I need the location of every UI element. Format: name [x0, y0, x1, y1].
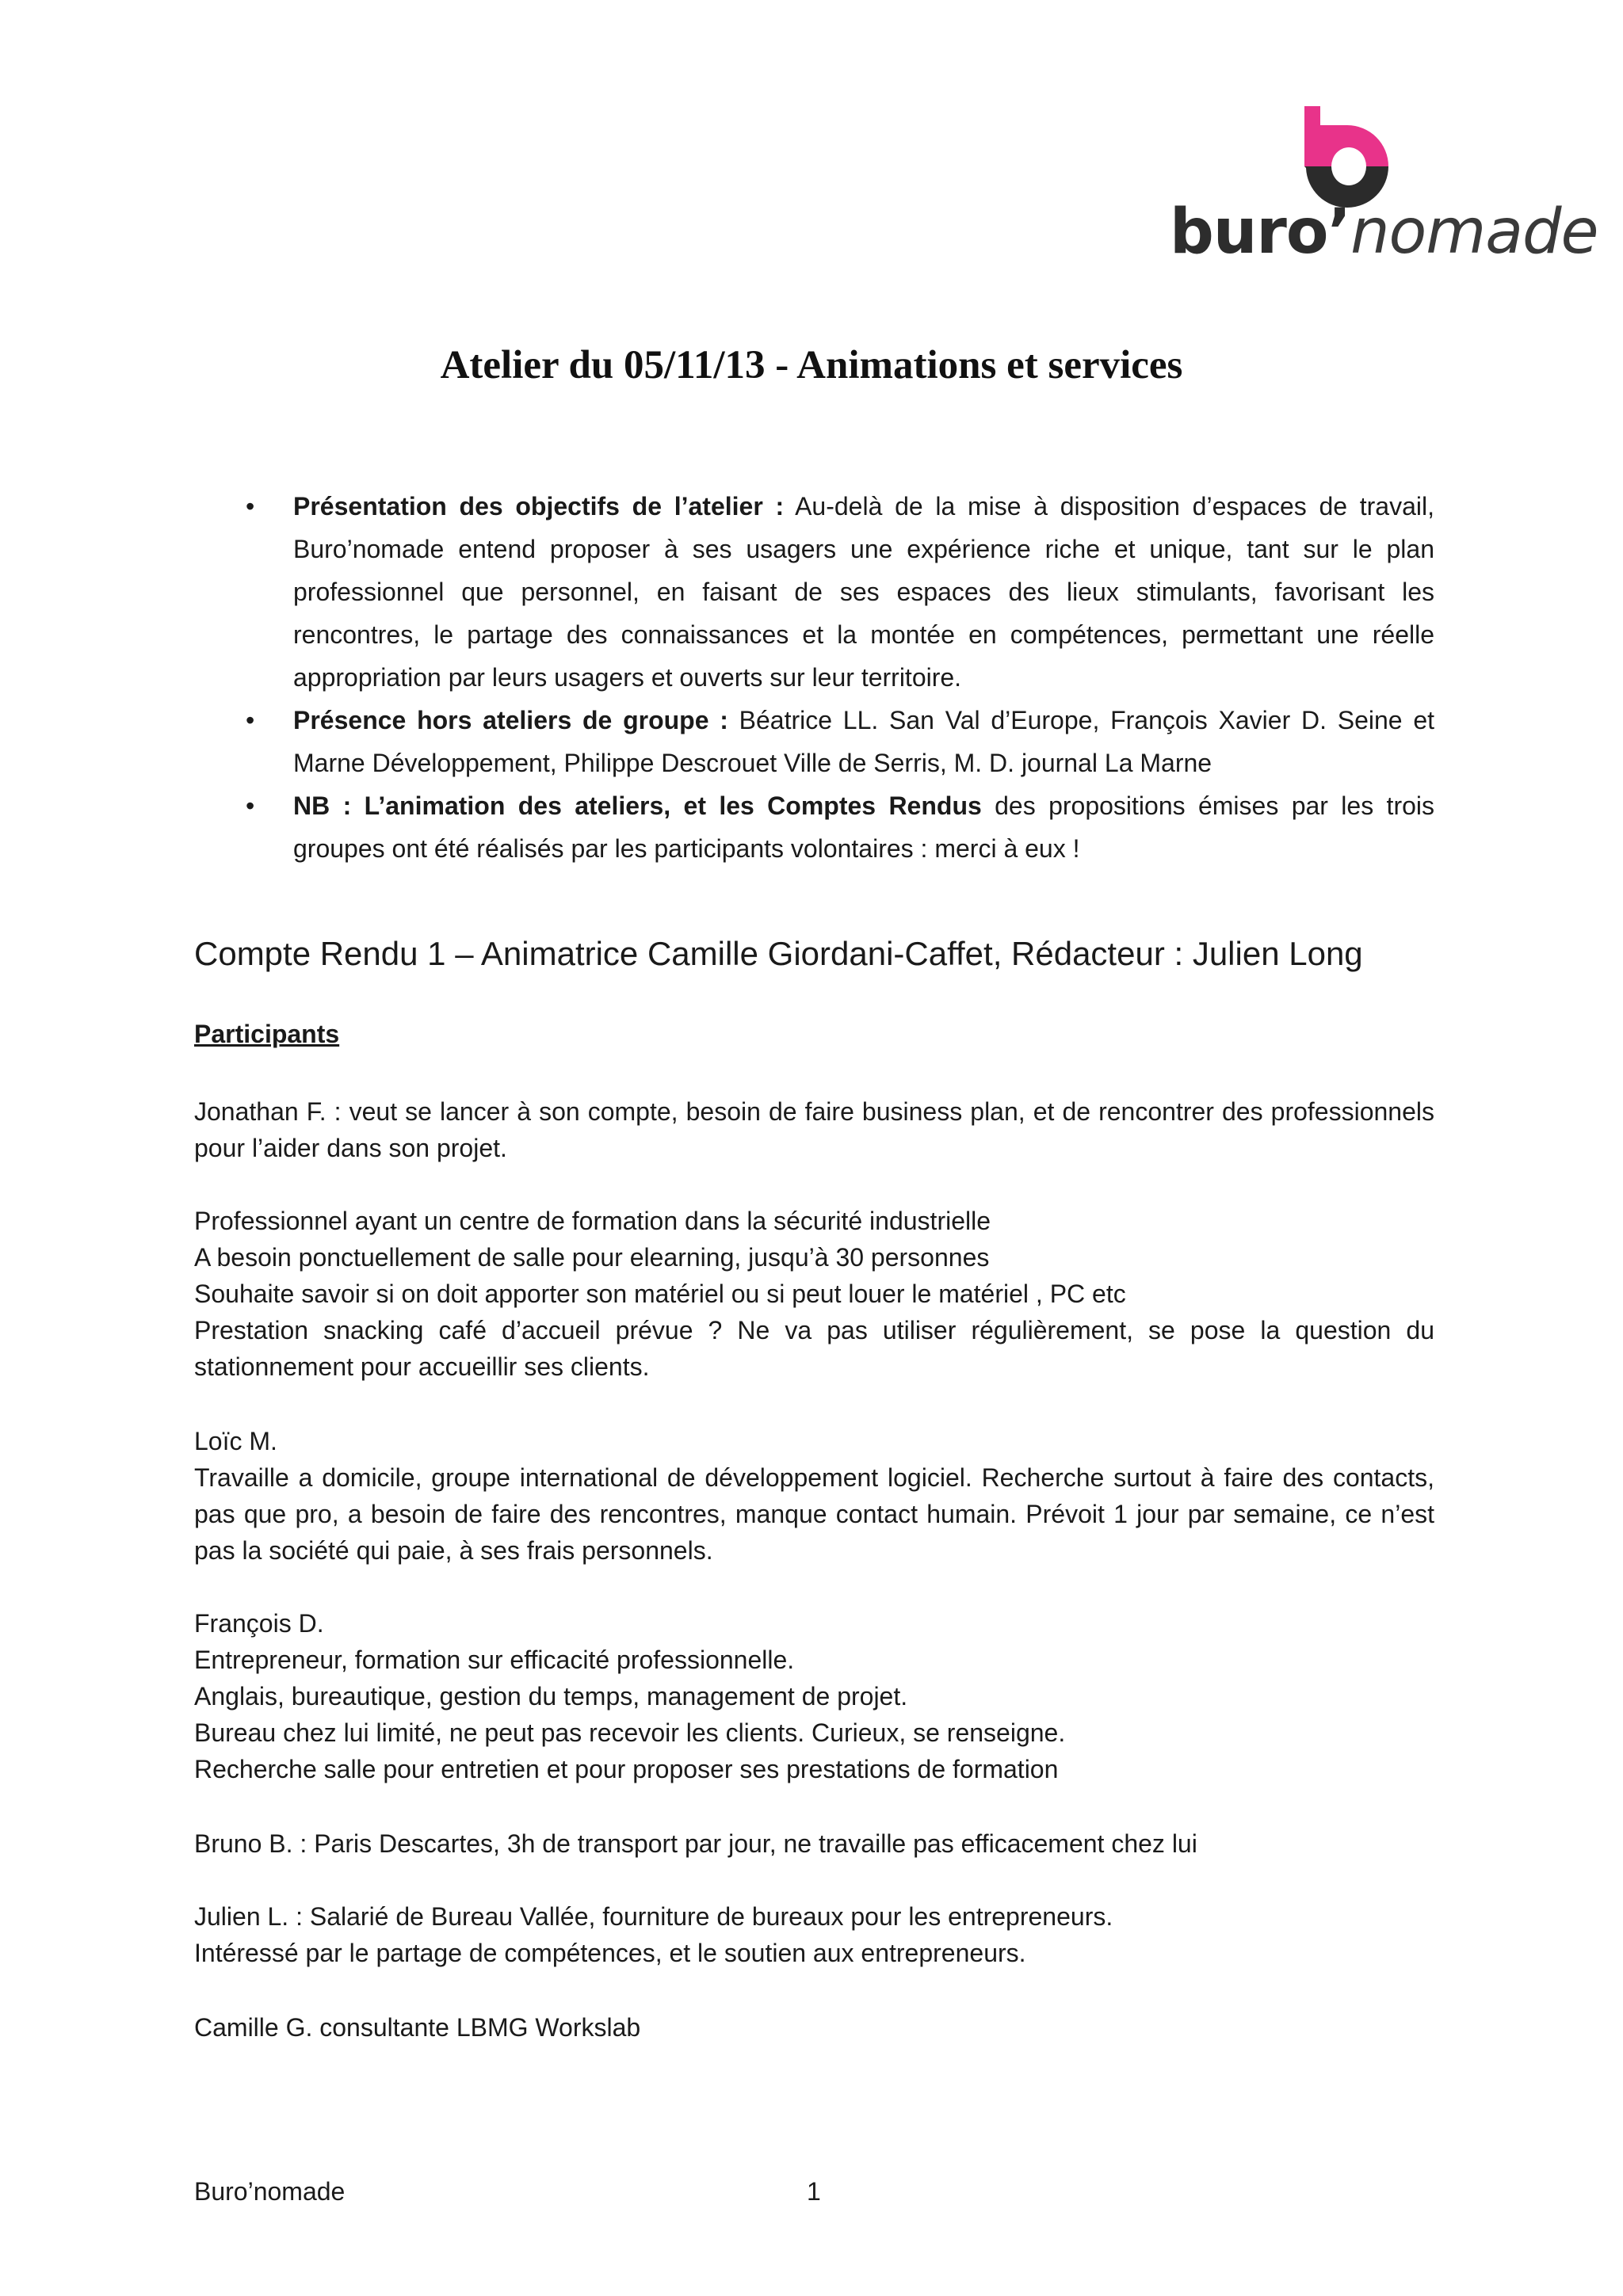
paragraph-line: Prestation snacking café d’accueil prévue ? Ne va pas utiliser régulièrement, se pose la question du stationnement pour accueillir ses clients.: [194, 1316, 1434, 1381]
bullet-dot-icon: •: [246, 791, 255, 820]
paragraph-julien: [194, 1898, 1434, 1971]
bullet-presence: [246, 699, 1434, 784]
bullet-text: Béatrice LL. San Val d’Europe, François Xavier D. Seine et Marne Développement, Philippe Descrouet Ville de Serris, M. D. journal La Marne: [293, 706, 1434, 777]
bullet-dot-icon: •: [246, 492, 255, 521]
page-title: Atelier du 05/11/13 - Animations et services: [440, 343, 1183, 387]
paragraph-line: Loïc M.: [194, 1427, 277, 1455]
bullet-lead: Présentation des objectifs de l’atelier :: [293, 492, 785, 521]
paragraph-professionnel: [194, 1203, 1434, 1385]
participants-label: Participants: [194, 1020, 340, 1048]
buronomade-logo: [1170, 100, 1598, 273]
section-heading: Compte Rendu 1 – Animatrice Camille Giordani-Caffet, Rédacteur : Julien Long: [194, 935, 1363, 972]
intro-bullet-list: [246, 485, 1434, 870]
paragraph-camille: Camille G. consultante LBMG Workslab: [194, 2013, 641, 2042]
page-number: 1: [807, 2177, 821, 2206]
bullet-text: Au-delà de la mise à disposition d’espaces de travail, Buro’nomade entend proposer à ses usagers une expérience riche et unique, tant sur le plan professionnel que personnel, en faisant de ses espaces des lieux stimulants, favorisant les rencontres, le partage des connaissances et la montée en compétences, permettant une réelle appropriation par leurs usagers et ouverts sur leur territoire.: [293, 492, 1435, 692]
bullet-lead: NB : L’animation des ateliers, et les Comptes Rendus: [293, 791, 982, 820]
paragraph-line: Professionnel ayant un centre de formation dans la sécurité industrielle: [194, 1207, 991, 1235]
logo-wordmark: [1170, 196, 1598, 268]
paragraph-line: François D.: [194, 1609, 324, 1638]
bullet-nb: [246, 784, 1434, 870]
paragraph-line: Travaille a domicile, groupe international de développement logiciel. Recherche surtout à faire des contacts, pas que pro, a besoin de faire des rencontres, manque contact humain. Prévoit 1 jour par semaine, ce n’est pas la société qui paie, à ses frais personnels.: [194, 1463, 1434, 1565]
paragraph-line: Bureau chez lui limité, ne peut pas recevoir les clients. Curieux, se renseigne.: [194, 1718, 1066, 1747]
bullet-objectifs: [246, 485, 1434, 699]
buronomade-logo-mark-icon: [1301, 106, 1393, 209]
paragraph-bruno: Bruno B. : Paris Descartes, 3h de transport par jour, ne travaille pas efficacement chez lui: [194, 1829, 1197, 1858]
paragraph-line: Souhaite savoir si on doit apporter son matériel ou si peut louer le matériel , PC etc: [194, 1280, 1126, 1308]
paragraph-francois: [194, 1605, 1434, 1787]
paragraph-line: Entrepreneur, formation sur efficacité professionnelle.: [194, 1646, 795, 1674]
paragraph-jonathan: Jonathan F. : veut se lancer à son compte, besoin de faire business plan, et de rencontrer des professionnels pour l’aider dans son projet.: [194, 1097, 1434, 1162]
logo-wordmark-bold: buro: [1170, 196, 1328, 268]
logo-wordmark-light: nomade: [1350, 196, 1598, 268]
paragraph-loic: [194, 1423, 1434, 1569]
paragraph-line: A besoin ponctuellement de salle pour elearning, jusqu’à 30 personnes: [194, 1243, 990, 1272]
footer-brand: Buro’nomade: [194, 2177, 346, 2206]
paragraph-line: Recherche salle pour entretien et pour proposer ses prestations de formation: [194, 1755, 1059, 1783]
bullet-text: des propositions émises par les trois groupes ont été réalisés par les participants volontaires : merci à eux !: [293, 791, 1434, 863]
paragraph-line: Intéressé par le partage de compétences, et le soutien aux entrepreneurs.: [194, 1939, 1026, 1967]
paragraph-line: Julien L. : Salarié de Bureau Vallée, fourniture de bureaux pour les entrepreneurs.: [194, 1902, 1113, 1931]
bullet-lead: Présence hors ateliers de groupe :: [293, 706, 728, 734]
bullet-dot-icon: •: [246, 706, 255, 734]
paragraph-line: Anglais, bureautique, gestion du temps, management de projet.: [194, 1682, 908, 1711]
logo-wordmark-apostrophe: ’: [1327, 196, 1351, 268]
